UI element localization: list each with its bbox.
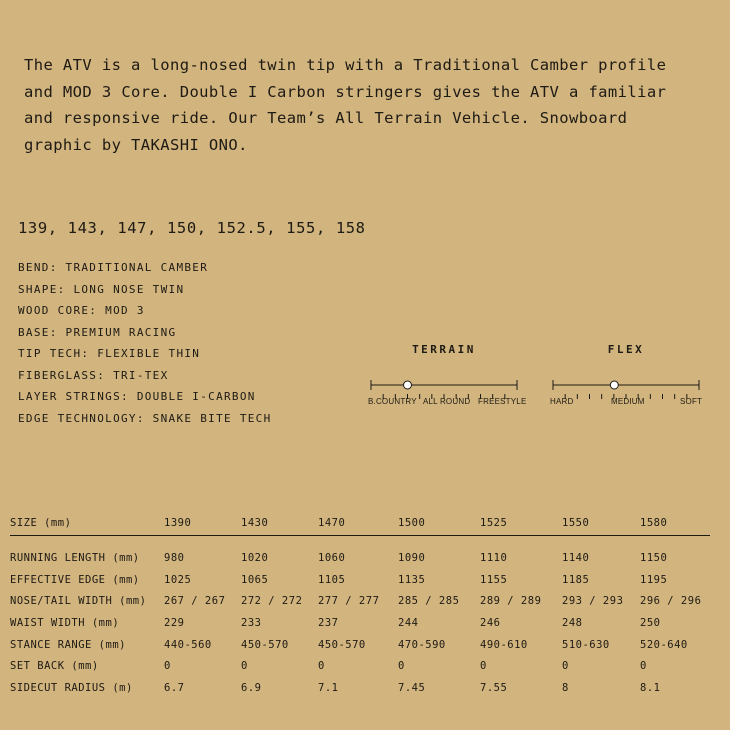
table-cell: 450-570 [318, 638, 366, 651]
table-cell: 0 [241, 660, 248, 673]
table-cell: 1110 [480, 551, 508, 564]
spec-bend: BEND: TRADITIONAL CAMBER [18, 261, 209, 274]
terrain-slider [370, 371, 518, 395]
header-size-2: 1430 [241, 510, 318, 536]
table-cell: 1195 [640, 573, 668, 586]
table-cell: 8.1 [640, 681, 661, 694]
spec-list [18, 259, 272, 431]
table-cell: 510-630 [562, 638, 610, 651]
table-cell: 1060 [318, 551, 346, 564]
terrain-label-freestyle: FREESTYLE [478, 397, 527, 406]
table-row [10, 569, 710, 591]
header-size-5: 1525 [480, 510, 562, 536]
table-cell: 277 / 277 [318, 595, 380, 608]
table-row [10, 634, 710, 656]
table-cell: 296 / 296 [640, 595, 702, 608]
table-header-row [10, 510, 710, 536]
table-cell: 0 [318, 660, 325, 673]
row-label: EFFECTIVE EDGE (mm) [10, 573, 140, 586]
table-cell: 237 [318, 616, 339, 629]
table-row [10, 677, 710, 699]
row-label: SET BACK (mm) [10, 660, 99, 673]
spec-table [10, 510, 710, 699]
scale-marker [610, 381, 618, 389]
table-cell: 450-570 [241, 638, 289, 651]
table-cell: 267 / 267 [164, 595, 226, 608]
table-cell: 246 [480, 616, 501, 629]
table-cell: 0 [398, 660, 405, 673]
table-cell: 1020 [241, 551, 269, 564]
table-cell: 1105 [318, 573, 346, 586]
table-cell: 293 / 293 [562, 595, 624, 608]
row-label: NOSE/TAIL WIDTH (mm) [10, 595, 147, 608]
table-cell: 229 [164, 616, 185, 629]
available-sizes: 139, 143, 147, 150, 152.5, 155, 158 [18, 219, 366, 237]
table-cell: 490-610 [480, 638, 528, 651]
table-cell: 0 [640, 660, 647, 673]
spec-edge-technology: EDGE TECHNOLOGY: SNAKE BITE TECH [18, 411, 272, 425]
flex-label-soft: SOFT [680, 397, 703, 406]
row-label: WAIST WIDTH (mm) [10, 616, 120, 629]
terrain-label-allround: ALL ROUND [423, 397, 471, 406]
flex-label-hard: HARD [550, 397, 574, 406]
row-label: STANCE RANGE (mm) [10, 638, 126, 651]
table-cell: 289 / 289 [480, 595, 542, 608]
table-cell: 7.55 [480, 681, 508, 694]
table-cell: 6.9 [241, 681, 262, 694]
table-cell: 1140 [562, 551, 590, 564]
terrain-scale [368, 343, 527, 423]
spec-layer-strings: LAYER STRINGS: DOUBLE I-CARBON [18, 390, 256, 403]
table-cell: 244 [398, 616, 419, 629]
table-cell: 233 [241, 616, 262, 629]
terrain-label-bcountry: B.COUNTRY [368, 397, 417, 406]
table-cell: 1155 [480, 573, 508, 586]
table-cell: 6.7 [164, 681, 185, 694]
row-label: SIDECUT RADIUS (m) [10, 681, 133, 694]
table-cell: 1135 [398, 573, 426, 586]
table-cell: 0 [480, 660, 487, 673]
table-body [10, 536, 710, 699]
table-cell: 248 [562, 616, 583, 629]
header-size-7: 1580 [640, 510, 710, 536]
table-cell: 1090 [398, 551, 426, 564]
table-cell: 272 / 272 [241, 595, 303, 608]
table-cell: 520-640 [640, 638, 688, 651]
header-size-6: 1550 [562, 510, 640, 536]
table-cell: 1150 [640, 551, 668, 564]
table-cell: 1025 [164, 573, 192, 586]
table-cell: 1065 [241, 573, 269, 586]
table-row [10, 655, 710, 677]
spec-wood-core: WOOD CORE: MOD 3 [18, 304, 145, 317]
table-cell: 440-560 [164, 638, 212, 651]
header-size-1: 1390 [164, 510, 241, 536]
table-row [10, 536, 710, 569]
header-size-3: 1470 [318, 510, 398, 536]
table-cell: 7.45 [398, 681, 426, 694]
flex-slider [552, 371, 700, 395]
table-row [10, 590, 710, 612]
table-cell: 470-590 [398, 638, 446, 651]
flex-scale [550, 343, 703, 423]
flex-title: FLEX [607, 343, 645, 356]
header-size-4: 1500 [398, 510, 480, 536]
table-cell: 8 [562, 681, 569, 694]
flex-label-medium: MEDIUM [611, 397, 645, 406]
table-cell: 0 [164, 660, 171, 673]
row-label: RUNNING LENGTH (mm) [10, 551, 140, 564]
spec-shape: SHAPE: LONG NOSE TWIN [18, 282, 185, 296]
table-cell: 250 [640, 616, 661, 629]
table-cell: 1185 [562, 573, 590, 586]
table-cell: 7.1 [318, 681, 339, 694]
header-size-label: SIZE (mm) [10, 510, 164, 536]
terrain-title: TERRAIN [412, 343, 476, 356]
spec-base: BASE: PREMIUM RACING [18, 325, 177, 339]
spec-fiberglass: FIBERGLASS: TRI-TEX [18, 368, 169, 382]
product-description: The ATV is a long-nosed twin tip with a Traditional Camber profile and MOD 3 Core. Double I Carbon stringers gives the ATV a familiar and responsive ride. Our Team’s All Terrain Vehicle. Snowboard graphic by TAKASHI ONO. [24, 56, 667, 154]
table-cell: 980 [164, 551, 185, 564]
scale-marker [404, 381, 412, 389]
table-cell: 0 [562, 660, 569, 673]
table-cell: 285 / 285 [398, 595, 460, 608]
spec-tip-tech: TIP TECH: FLEXIBLE THIN [18, 347, 201, 360]
table-row [10, 612, 710, 634]
